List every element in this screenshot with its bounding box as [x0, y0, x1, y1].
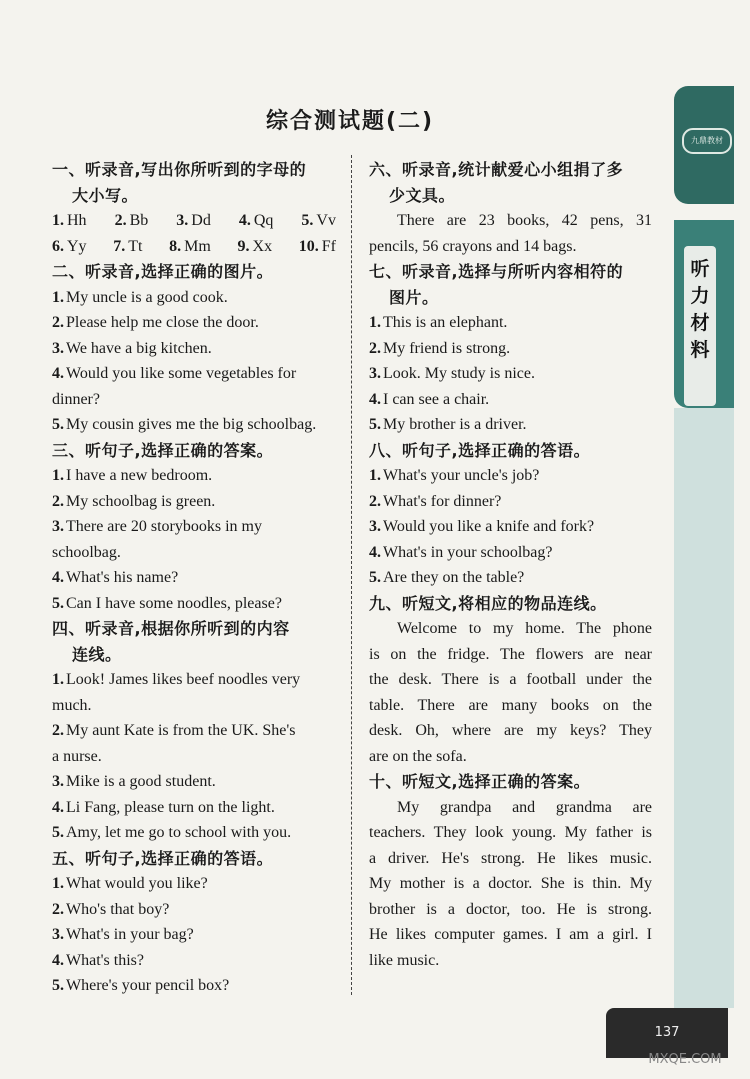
item-text: a nurse. — [52, 747, 102, 765]
item-text: My cousin gives me the big schoolbag. — [66, 416, 317, 433]
item-text: Look. My study is nice. — [383, 365, 535, 382]
list-item — [369, 361, 652, 387]
section-8-heading: 八、听句子,选择正确的答语。 — [369, 440, 591, 460]
item-text: Are they on the table? — [383, 569, 525, 586]
page-number-badge: 137 — [606, 1008, 728, 1058]
section-5-heading: 五、听句子,选择正确的答语。 — [52, 848, 274, 868]
list-item — [52, 361, 338, 387]
letters-row-2 — [52, 234, 336, 260]
item-number: 1. — [369, 314, 381, 331]
section-6-text — [369, 208, 652, 259]
item-text: What's in your schoolbag? — [383, 543, 553, 561]
list-item — [52, 412, 338, 438]
side-tab-strip — [674, 408, 734, 1008]
section-7-items — [369, 310, 652, 438]
paragraph-line: teachers. They look young. My father is — [369, 824, 652, 841]
item-text: What's this? — [66, 951, 144, 969]
watermark: MXQE.COM — [648, 1052, 722, 1067]
item-text: My brother is a driver. — [383, 416, 527, 433]
section-10-text — [369, 795, 652, 974]
item-number: 5. — [52, 594, 64, 612]
list-item — [52, 591, 338, 617]
section-9-heading: 九、听短文,将相应的物品连线。 — [369, 593, 607, 613]
list-item — [369, 463, 652, 489]
list-item — [52, 667, 338, 693]
list-item — [369, 336, 652, 362]
list-item — [52, 948, 338, 974]
side-tab-label: 听力材料 — [690, 258, 710, 361]
item-text: What's your uncle's job? — [383, 467, 540, 484]
letter-item: 9. Xx — [237, 237, 273, 255]
item-text: This is an elephant. — [383, 314, 508, 331]
item-text: My uncle is a good cook. — [66, 288, 228, 306]
item-number: 2. — [52, 722, 64, 739]
list-item — [52, 540, 338, 566]
paragraph-line: There are 23 books, 42 pens, 31 — [397, 212, 652, 229]
item-text: What's for dinner? — [383, 492, 502, 510]
item-number: 3. — [369, 518, 381, 535]
list-item — [369, 565, 652, 591]
item-text: My aunt Kate is from the UK. She's — [66, 722, 296, 739]
section-6-heading-cont: 少文具。 — [389, 185, 456, 205]
item-number: 2. — [52, 900, 64, 918]
section-2-items — [52, 285, 338, 438]
list-item — [52, 973, 338, 999]
item-number: 5. — [369, 416, 381, 433]
list-item — [369, 540, 652, 566]
section-4-items — [52, 667, 338, 846]
publisher-logo: 九鼎教材 — [682, 128, 732, 154]
item-text: What would you like? — [66, 875, 208, 892]
item-number: 4. — [52, 569, 64, 586]
item-number: 1. — [369, 467, 381, 484]
item-text: There are 20 storybooks in my — [66, 518, 262, 535]
paragraph-line: brother is a doctor, too. He is strong. — [369, 900, 652, 918]
item-number: 5. — [369, 569, 381, 586]
list-item — [52, 871, 338, 897]
letter-item: 8. Mm — [169, 237, 211, 255]
list-item — [52, 897, 338, 923]
item-number: 3. — [52, 773, 64, 790]
item-number: 2. — [52, 314, 64, 331]
paragraph-line: desk. Oh, where are my keys? They — [369, 722, 652, 739]
paragraph-line: the desk. There is a football under the — [369, 671, 652, 688]
section-4-heading-cont: 连线。 — [72, 644, 122, 664]
list-item — [369, 412, 652, 438]
item-number: 5. — [52, 824, 64, 841]
paragraph-line: He likes computer games. I am a girl. I — [369, 926, 652, 943]
item-text: My friend is strong. — [383, 339, 511, 357]
letter-item: 4. Qq — [238, 212, 274, 229]
item-text: dinner? — [52, 390, 100, 408]
list-item — [369, 310, 652, 336]
item-number: 1. — [52, 671, 64, 688]
item-number: 3. — [369, 365, 381, 382]
list-item — [52, 285, 338, 311]
item-text: I can see a chair. — [383, 390, 490, 408]
item-number: 4. — [52, 798, 64, 816]
item-number: 1. — [52, 875, 64, 892]
item-text: Li Fang, please turn on the light. — [66, 798, 275, 816]
section-7-heading: 七、听录音,选择与所听内容相符的 — [369, 262, 624, 281]
list-item — [52, 693, 338, 719]
list-item — [52, 744, 338, 770]
item-number: 2. — [52, 492, 64, 510]
list-item — [52, 489, 338, 515]
section-3-heading: 三、听句子,选择正确的答案。 — [52, 440, 274, 460]
paragraph-line: like music. — [369, 951, 440, 969]
item-number: 2. — [369, 339, 381, 357]
section-5-items — [52, 871, 338, 999]
section-3-items — [52, 463, 338, 616]
letter-item: 6. Yy — [52, 237, 87, 255]
paragraph-line: are on the sofa. — [369, 747, 467, 765]
item-text: My schoolbag is green. — [66, 492, 216, 510]
item-number: 3. — [52, 518, 64, 535]
item-text: Who's that boy? — [66, 900, 170, 918]
list-item — [369, 489, 652, 515]
list-item — [52, 565, 338, 591]
list-item — [52, 820, 338, 846]
paragraph-line: Welcome to my home. The phone — [397, 620, 652, 637]
item-text: Please help me close the door. — [66, 314, 259, 331]
item-text: We have a big kitchen. — [66, 339, 212, 357]
item-text: Can I have some noodles, please? — [66, 594, 282, 612]
item-text: Would you like a knife and fork? — [383, 518, 595, 535]
item-number: 3. — [52, 339, 64, 357]
paragraph-line: table. There are many books on the — [369, 696, 652, 714]
item-text: Where's your pencil box? — [66, 977, 230, 994]
left-column — [52, 157, 338, 999]
letters-row-1 — [52, 208, 336, 234]
item-text: Amy, let me go to school with you. — [66, 824, 292, 841]
section-8-items — [369, 463, 652, 591]
list-item — [52, 310, 338, 336]
column-divider — [351, 155, 352, 995]
section-2-heading: 二、听录音,选择正确的图片。 — [52, 262, 274, 281]
letter-item: 7. Tt — [113, 237, 143, 255]
section-9-text — [369, 616, 652, 769]
list-item — [52, 718, 338, 744]
item-number: 1. — [52, 467, 64, 484]
item-number: 5. — [52, 977, 64, 994]
section-1-heading: 一、听录音,写出你所听到的字母的 — [52, 160, 307, 179]
section-10-heading: 十、听短文,选择正确的答案。 — [369, 772, 591, 791]
section-6-heading: 六、听录音,统计献爱心小组捐了多 — [369, 160, 624, 179]
item-number: 3. — [52, 926, 64, 943]
list-item — [52, 387, 338, 413]
list-item — [52, 514, 338, 540]
item-text: Would you like some vegetables for — [66, 365, 297, 382]
letter-item: 3. Dd — [176, 212, 211, 229]
list-item — [52, 336, 338, 362]
item-number: 4. — [369, 390, 381, 408]
item-text: What's his name? — [66, 569, 179, 586]
item-number: 4. — [52, 951, 64, 969]
letter-item: 5. Vv — [301, 212, 336, 229]
item-number: 2. — [369, 492, 381, 510]
list-item — [52, 463, 338, 489]
item-text: Look! James likes beef noodles very — [66, 671, 301, 688]
letter-item: 1. Hh — [52, 212, 87, 229]
item-text: schoolbag. — [52, 543, 121, 561]
item-number: 1. — [52, 288, 64, 306]
list-item — [369, 514, 652, 540]
paragraph-line: My grandpa and grandma are — [397, 798, 652, 816]
paragraph-line: pencils, 56 crayons and 14 bags. — [369, 237, 577, 255]
list-item — [52, 769, 338, 795]
item-text: much. — [52, 696, 92, 714]
list-item — [369, 387, 652, 413]
item-number: 4. — [52, 365, 64, 382]
item-text: Mike is a good student. — [66, 773, 216, 790]
section-4-heading: 四、听录音,根据你所听到的内容 — [52, 619, 290, 638]
section-7-heading-cont: 图片。 — [389, 287, 439, 307]
paragraph-line: is on the fridge. The flowers are near — [369, 645, 652, 663]
letter-item: 10. Ff — [298, 237, 336, 255]
item-number: 4. — [369, 543, 381, 561]
item-text: I have a new bedroom. — [66, 467, 213, 484]
page-title: 综合测试题(二) — [265, 109, 435, 134]
item-number: 5. — [52, 416, 64, 433]
paragraph-line: a driver. He's strong. He likes music. — [369, 849, 652, 867]
paragraph-line: My mother is a doctor. She is thin. My — [369, 875, 652, 892]
list-item — [52, 795, 338, 821]
letter-item: 2. Bb — [114, 212, 149, 229]
section-1-heading-cont: 大小写。 — [72, 185, 139, 205]
item-text: What's in your bag? — [66, 926, 194, 943]
right-column — [369, 157, 652, 973]
list-item — [52, 922, 338, 948]
